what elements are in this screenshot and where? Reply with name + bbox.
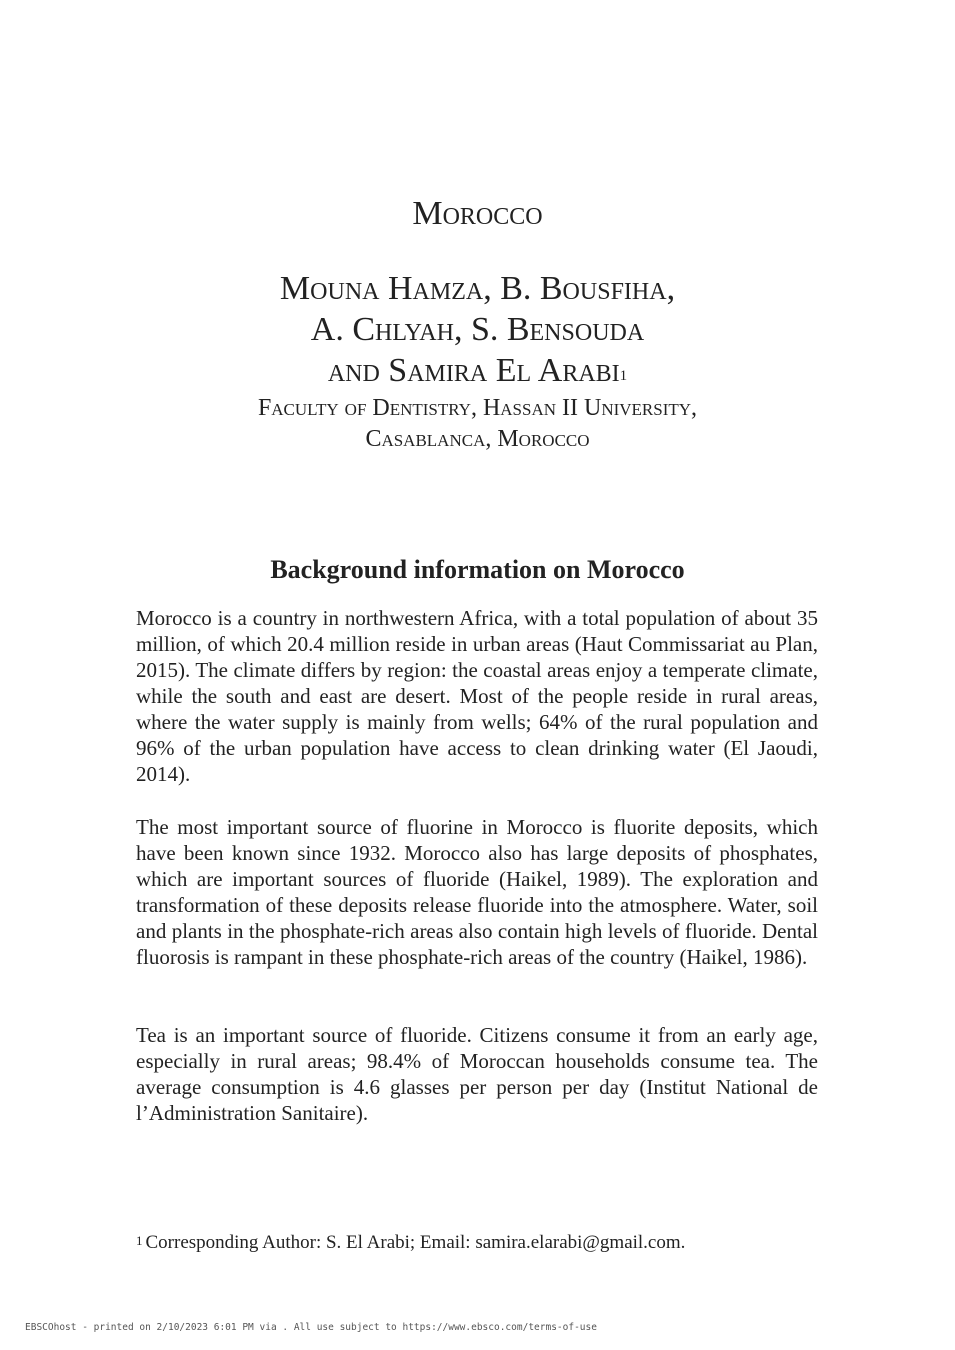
print-footer: EBSCOhost - printed on 2/10/2023 6:01 PM via . All use subject to https://www.ebsco.com/terms-of-use [25,1322,597,1333]
body-paragraph-3: Tea is an important source of fluoride. Citizens consume it from an early age, especially in rural areas; 98.4% of Moroccan households consume tea. The average consumption is 4.6 glasses per person per day (Institut National de l’Administration Sanitaire). [136,1023,818,1125]
footnote [136,1230,836,1256]
author-line-3-text: and Samira El Arabi [327,352,620,389]
chapter-title: Morocco [412,195,543,232]
affiliation [0,393,955,455]
footnote-text: Corresponding Author: S. El Arabi; Email: samira.elarabi@gmail.com. [145,1232,686,1253]
author-line-2: A. Chlyah, S. Bensouda [310,311,645,348]
author-list [0,268,955,391]
author-footnote-mark: 1 [619,368,628,384]
section-heading: Background information on Morocco [270,555,685,584]
footnote-mark: 1 [136,1233,143,1248]
author-line-3 [0,350,955,391]
affiliation-line-2: Casablanca, Morocco [365,426,590,452]
body-paragraph-1: Morocco is a country in northwestern Africa, with a total population of about 35 million, of which 20.4 million reside in urban areas (Haut Commissariat au Plan, 2015). The climate differs by region: the coastal areas enjoy a temperate climate, while the south and east are desert. Most of the people reside in rural areas, where the water supply is mainly from wells; 64% of the rural population and 96% of the urban population have access to clean drinking water (El Jaoudi, 2014). [136,606,818,786]
body-paragraph-2: The most important source of fluorine in Morocco is fluorite deposits, which have been known since 1932. Morocco also has large deposits of phosphates, which are important sources of fluoride (Haikel, 1989). The exploration and transformation of these deposits release fluoride into the atmosphere. Water, soil and plants in the phosphate-rich areas also contain high levels of fluoride. Dental fluorosis is rampant in these phosphate-rich areas of the country (Haikel, 1986). [136,815,818,969]
affiliation-line-1: Faculty of Dentistry, Hassan II University, [257,395,698,421]
author-line-1: Mouna Hamza, B. Bousfiha, [279,270,676,307]
